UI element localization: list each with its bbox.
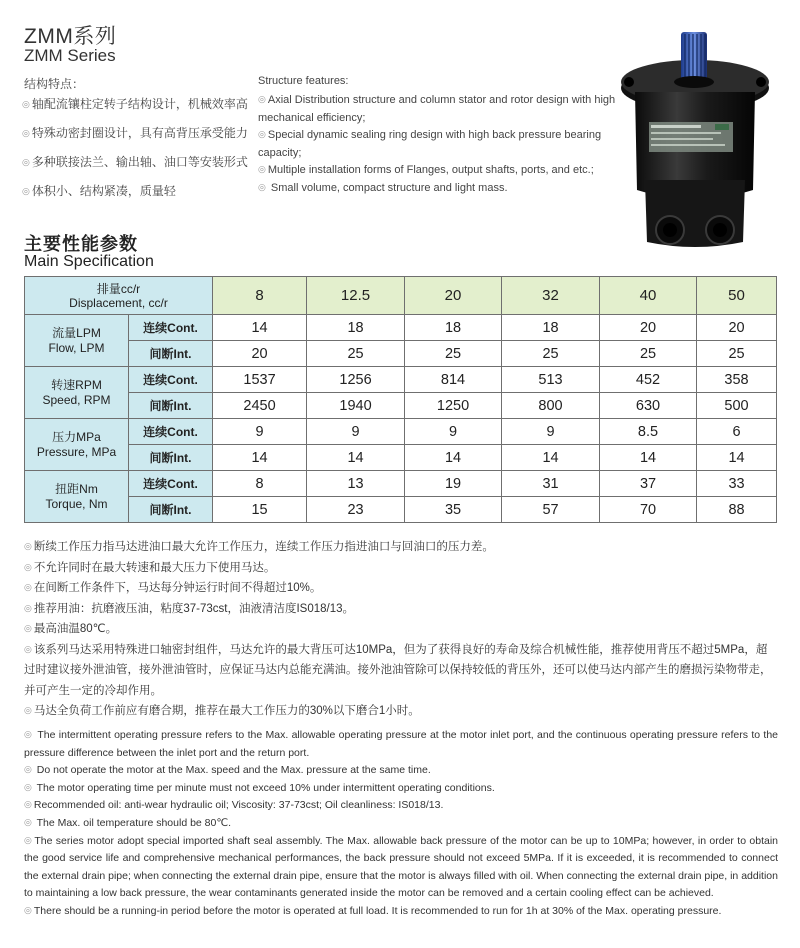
table-cell: 15 (213, 497, 307, 523)
group-label-en: Flow, LPM (48, 340, 105, 355)
spec-title-cn: 主要性能参数 (24, 234, 138, 254)
table-cell: 452 (600, 367, 697, 393)
features-list-en (258, 92, 628, 197)
page-title-en: ZMM Series (24, 46, 116, 65)
table-cell: 1250 (405, 393, 502, 419)
features-heading-en: Structure features: (258, 75, 349, 87)
table-cell: 70 (600, 497, 697, 523)
feature-item-cn: ◎ 体积小、结构紧凑，质量轻 (22, 184, 176, 198)
displacement-value: 20 (405, 277, 502, 315)
table-cell: 14 (697, 445, 777, 471)
note-item-en: ◎ The intermittent operating pressure refers to the Max. allowable operating pressure at the motor inlet port, and the continuous operating pressure refers to the pressure difference between the inlet port and the return port. (24, 729, 779, 759)
features-heading-cn: 结构特点： (24, 77, 85, 91)
spec-table-body (25, 277, 777, 523)
notes-list-cn (24, 537, 778, 722)
note-item-cn: ◎ 该系列马达采用特殊进口轴密封组件，马达允许的最大背压可达10MPa，但为了获得良好的寿命及综合机械性能，推荐使用背压不超过5MPa，超过时建议接外泄油管，接外泄油管时，应保证马达内总能充满油。接外池油管除可以保持较低的背压外，还可以使马达内部产生的磨损污染物带走，并可产生一定的冷却作用。 (24, 643, 772, 697)
table-cell: 23 (307, 497, 405, 523)
table-cell: 6 (697, 419, 777, 445)
bullet-icon: ◎ (258, 129, 266, 139)
feature-item-cn: ◎ 多种联接法兰、输出轴、油口等安装形式 (22, 155, 248, 169)
note-item-cn: ◎ 马达全负荷工作前应有磨合期，推荐在最大工作压力的30%以下磨合1小时。 (24, 705, 420, 717)
table-cell: 513 (502, 367, 600, 393)
table-cell: 14 (600, 445, 697, 471)
bullet-icon: ◎ (22, 186, 30, 196)
bullet-icon: ◎ (24, 541, 32, 551)
row-mode-label: 连续Cont. (129, 419, 213, 445)
group-label-cn: 流量LPM (52, 325, 101, 340)
row-mode-label: 连续Cont. (129, 315, 213, 341)
table-cell: 1256 (307, 367, 405, 393)
table-cell: 9 (307, 419, 405, 445)
group-label-en: Pressure, MPa (36, 444, 117, 459)
displacement-value: 32 (502, 277, 600, 315)
table-cell: 814 (405, 367, 502, 393)
row-mode-label: 间断Int. (129, 393, 213, 419)
table-row (25, 445, 777, 471)
table-cell: 20 (697, 315, 777, 341)
table-row (25, 393, 777, 419)
table-row (25, 497, 777, 523)
note-item-cn: ◎ 不允许同时在最大转速和最大压力下使用马达。 (24, 561, 276, 574)
features-list-cn (22, 94, 262, 210)
table-cell: 14 (405, 445, 502, 471)
row-mode-label: 连续Cont. (129, 367, 213, 393)
table-cell: 57 (502, 497, 600, 523)
bullet-icon: ◎ (24, 643, 32, 654)
bullet-icon: ◎ (22, 99, 30, 109)
table-cell: 14 (213, 445, 307, 471)
table-cell: 37 (600, 471, 697, 497)
displacement-value: 8 (213, 277, 307, 315)
table-row (25, 367, 777, 393)
bullet-icon: ◎ (22, 157, 30, 167)
bullet-icon: ◎ (22, 128, 30, 138)
table-cell: 500 (697, 393, 777, 419)
note-item-cn: ◎ 最高油温80℃。 (24, 623, 118, 635)
table-cell: 35 (405, 497, 502, 523)
row-mode-label: 间断Int. (129, 497, 213, 523)
feature-item-en: ◎ Small volume, compact structure and light mass. (258, 181, 508, 194)
table-cell: 18 (307, 315, 405, 341)
table-cell: 8.5 (600, 419, 697, 445)
table-cell: 25 (405, 341, 502, 367)
table-cell: 630 (600, 393, 697, 419)
table-row (25, 419, 777, 445)
table-cell: 25 (600, 341, 697, 367)
bullet-icon: ◎ (24, 729, 33, 739)
table-cell: 13 (307, 471, 405, 497)
row-mode-label: 间断Int. (129, 341, 213, 367)
note-item-cn: ◎ 推荐用油：抗磨液压油，粘度37-73cst，油液清洁度IS018/13。 (24, 602, 355, 615)
table-cell: 2450 (213, 393, 307, 419)
group-header (25, 315, 129, 367)
table-cell: 18 (502, 315, 600, 341)
table-row (25, 471, 777, 497)
bullet-icon: ◎ (24, 602, 32, 613)
table-cell: 18 (405, 315, 502, 341)
note-item-en: ◎ The motor operating time per minute must not exceed 10% under intermittent operating conditions. (24, 781, 495, 794)
table-cell: 25 (697, 341, 777, 367)
bullet-icon: ◎ (24, 561, 32, 572)
table-cell: 9 (502, 419, 600, 445)
table-cell: 9 (405, 419, 502, 445)
spec-table (24, 276, 777, 523)
note-item-en: ◎ There should be a running-in period before the motor is operated at full load. It is recommended to run for 1h at 30% of the Max. operating pressure. (24, 904, 722, 917)
table-cell: 9 (213, 419, 307, 445)
bullet-icon: ◎ (24, 764, 32, 775)
bullet-icon: ◎ (24, 582, 32, 592)
group-label-cn: 压力MPa (52, 429, 101, 444)
group-label-cn: 转速RPM (51, 377, 102, 392)
page-title-cn: ZMM系列 (24, 25, 117, 48)
group-header (25, 367, 129, 419)
table-cell: 800 (502, 393, 600, 419)
table-row (25, 315, 777, 341)
note-item-en: ◎ The series motor adopt special imported shaft seal assembly. The Max. allowable back pressure of the motor can be up to 10MPa; however, in order to obtain the good service life and comprehensive mechanical performances, the back pressure should not exceed 5MPa. If it is exceeded, it is recommended to connect the external drain pipe; when connecting the external drain pipe, ensure that the motor is always filled with oil. When connecting the external drain pipe, in addition to maintaining a low back pressure, the wear contaminants generated inside the motor can be removed and a certain cooling effect can be achieved. (24, 834, 779, 900)
note-item-cn: ◎ 断续工作压力指马达进油口最大允许工作压力，连续工作压力指进油口与回油口的压力差。 (24, 541, 494, 553)
group-label-en: Torque, Nm (45, 496, 108, 511)
bullet-icon: ◎ (258, 181, 266, 192)
group-header (25, 419, 129, 471)
bullet-icon: ◎ (24, 834, 33, 845)
table-cell: 1940 (307, 393, 405, 419)
feature-item-en: ◎ Axial Distribution structure and column stator and rotor design with high mechanical efficiency; (258, 94, 616, 124)
bullet-icon: ◎ (24, 781, 32, 792)
bullet-icon: ◎ (24, 799, 32, 810)
bullet-icon: ◎ (258, 164, 266, 174)
note-item-cn: ◎ 在间断工作条件下，马达每分钟运行时间不得超过10%。 (24, 582, 322, 594)
table-cell: 358 (697, 367, 777, 393)
displacement-header: 排量cc/r Displacement, cc/r (25, 277, 213, 315)
group-label-cn: 扭距Nm (55, 481, 98, 496)
table-cell: 88 (697, 497, 777, 523)
group-header (25, 471, 129, 523)
feature-item-en: ◎ Special dynamic sealing ring design with high back pressure bearing capacity; (258, 129, 602, 159)
row-mode-label: 连续Cont. (129, 471, 213, 497)
table-cell: 19 (405, 471, 502, 497)
bullet-icon: ◎ (24, 816, 32, 827)
table-cell: 14 (502, 445, 600, 471)
spec-title-en: Main Specification (24, 253, 154, 270)
table-cell: 25 (307, 341, 405, 367)
table-cell: 25 (502, 341, 600, 367)
table-cell: 33 (697, 471, 777, 497)
table-row (25, 341, 777, 367)
bullet-icon: ◎ (24, 705, 32, 715)
notes-list-en (24, 727, 778, 921)
feature-item-en: ◎ Multiple installation forms of Flanges, output shafts, ports, and etc.; (258, 164, 594, 176)
table-cell: 20 (600, 315, 697, 341)
table-cell: 14 (213, 315, 307, 341)
hydraulic-motor-image (615, 30, 775, 255)
table-cell: 8 (213, 471, 307, 497)
table-row (25, 277, 777, 315)
note-item-en: ◎ The Max. oil temperature should be 80℃. (24, 816, 232, 829)
bullet-icon: ◎ (258, 94, 266, 104)
feature-item-cn: ◎ 轴配流镶柱定转子结构设计，机械效率高 (22, 97, 248, 111)
displacement-value: 50 (697, 277, 777, 315)
table-cell: 20 (213, 341, 307, 367)
note-item-en: ◎ Do not operate the motor at the Max. speed and the Max. pressure at the same time. (24, 764, 431, 777)
bullet-icon: ◎ (24, 623, 32, 633)
table-cell: 31 (502, 471, 600, 497)
group-label-en: Speed, RPM (42, 392, 111, 407)
table-cell: 14 (307, 445, 405, 471)
note-item-en: ◎ Recommended oil: anti-wear hydraulic oil; Viscosity: 37-73cst; Oil cleanliness: IS018/13. (24, 799, 444, 812)
feature-item-cn: ◎ 特殊动密封圈设计，具有高背压承受能力 (22, 126, 248, 140)
displacement-value: 40 (600, 277, 697, 315)
table-cell: 1537 (213, 367, 307, 393)
displacement-value: 12.5 (307, 277, 405, 315)
bullet-icon: ◎ (24, 904, 32, 915)
row-mode-label: 间断Int. (129, 445, 213, 471)
